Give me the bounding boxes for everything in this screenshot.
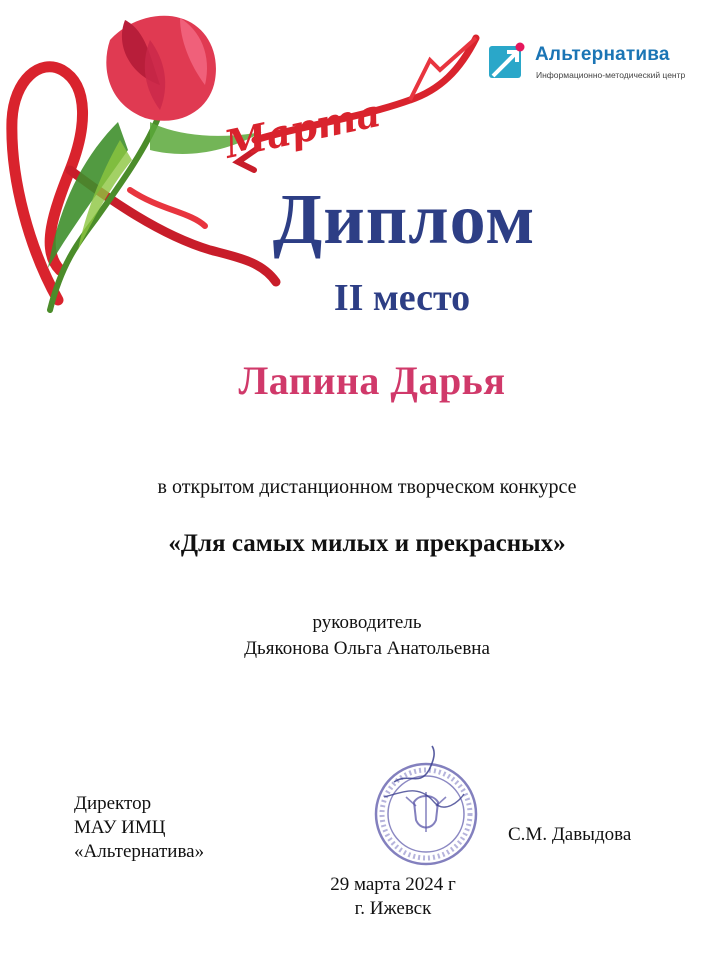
director-line: Директор xyxy=(74,793,152,814)
director-title xyxy=(74,792,204,864)
logo-subtitle: Информационно-методический центр xyxy=(536,70,686,80)
place-heading: II место xyxy=(333,277,471,319)
issue-city: г. Ижевск xyxy=(354,898,432,919)
ribbon-text: Марта xyxy=(220,89,385,167)
logo-name: Альтернатива xyxy=(535,44,670,65)
director-line: «Альтернатива» xyxy=(74,841,205,862)
recipient-name: Лапина Дарья xyxy=(238,358,506,403)
alternativa-logo xyxy=(487,40,712,88)
signer-name: С.М. Давыдова xyxy=(508,824,632,845)
issue-date: 29 марта 2024 г xyxy=(330,874,456,895)
contest-intro: в открытом дистанционном творческом конкурсе xyxy=(157,476,577,498)
director-line: МАУ ИМЦ xyxy=(74,817,166,838)
official-stamp-icon xyxy=(364,742,484,872)
diploma-title: Диплом xyxy=(272,179,536,259)
supervisor-label: руководитель xyxy=(312,612,422,633)
supervisor-name: Дьяконова Ольга Анатольевна xyxy=(244,638,490,659)
logo-mark-icon xyxy=(487,42,525,80)
contest-name: «Для самых милых и прекрасных» xyxy=(168,530,566,557)
tulip-ribbon-illustration xyxy=(0,0,480,320)
